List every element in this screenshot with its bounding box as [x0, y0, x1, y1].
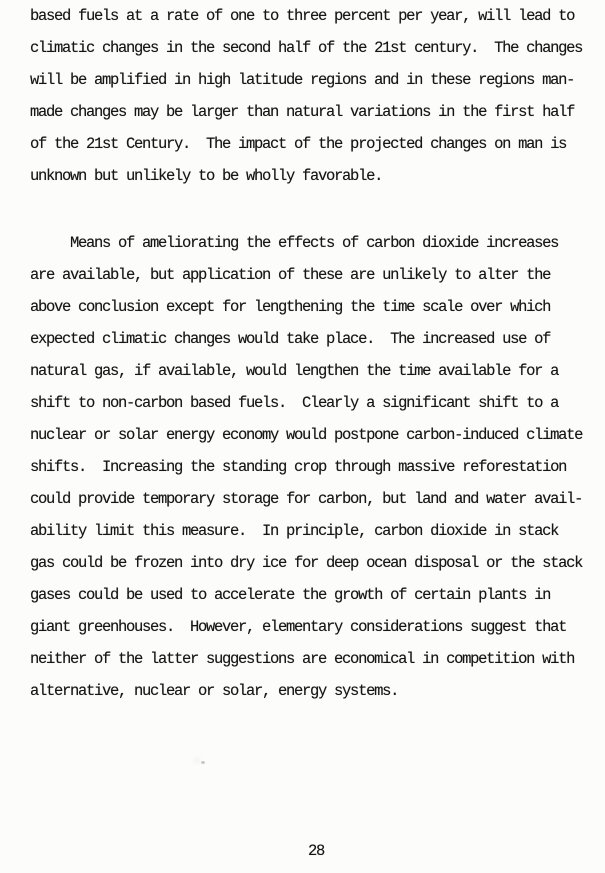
text-line: could provide temporary storage for carbon, but land and water avail-	[30, 490, 583, 508]
text-line: shifts. Increasing the standing crop through massive reforestation	[30, 458, 567, 476]
page-number: 28	[308, 842, 325, 860]
text-line: above conclusion except for lengthening the time scale over which	[30, 298, 551, 316]
text-line: natural gas, if available, would lengthen the time available for a	[30, 362, 559, 380]
text-line: gases could be used to accelerate the growth of certain plants in	[30, 586, 551, 604]
text-line: made changes may be larger than natural variations in the first half	[30, 103, 575, 121]
text-line: based fuels at a rate of one to three percent per year, will lead to	[30, 7, 575, 25]
paragraph-continuation	[30, 0, 582, 192]
text-line: gas could be frozen into dry ice for deep ocean disposal or the stack	[30, 554, 583, 572]
text-line: will be amplified in high latitude regions and in these regions man-	[30, 71, 575, 89]
text-line: unknown but unlikely to be wholly favorable.	[30, 167, 383, 185]
scan-artifact-dot	[201, 761, 205, 764]
text-line: shift to non-carbon based fuels. Clearly a significant shift to a	[30, 394, 559, 412]
text-line: of the 21st Century. The impact of the projected changes on man is	[30, 135, 567, 153]
text-line: climatic changes in the second half of the 21st century. The changes	[30, 39, 583, 57]
text-line: expected climatic changes would take place. The increased use of	[30, 330, 551, 348]
text-line: ability limit this measure. In principle, carbon dioxide in stack	[30, 522, 559, 540]
text-line: are available, but application of these are unlikely to alter the	[30, 266, 551, 284]
text-line: giant greenhouses. However, elementary considerations suggest that	[30, 618, 567, 636]
text-line: nuclear or solar energy economy would postpone carbon-induced climate	[30, 426, 583, 444]
text-line: Means of ameliorating the effects of carbon dioxide increases	[30, 234, 559, 252]
paragraph-means-of-ameliorating	[30, 227, 582, 707]
text-line: neither of the latter suggestions are economical in competition with	[30, 650, 575, 668]
text-line: alternative, nuclear or solar, energy systems.	[30, 682, 399, 700]
